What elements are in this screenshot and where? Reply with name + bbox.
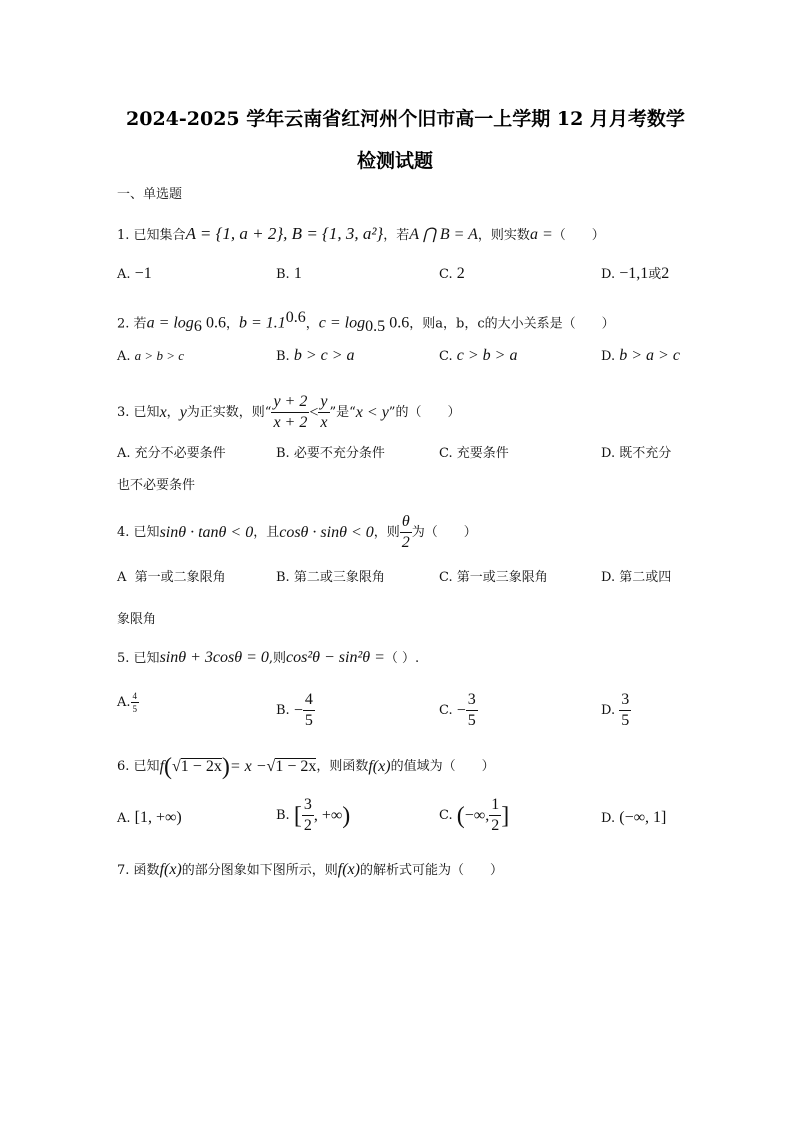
q2-text-b: ，则a，b，c的大小关系是（ ） — [409, 316, 615, 332]
q1-text-b: ，若 — [383, 228, 410, 243]
question-4: 4. 已知 sinθ · tanθ < 0 ，且 cosθ · sinθ < 0 ，则 $\frac{\theta}{2}$ 为（ ） — [117, 513, 477, 551]
title-line-2: 检测试题 — [357, 150, 434, 172]
q3-option-d: D. 既不充分 — [601, 446, 672, 461]
q5-option-c: C. − $\frac{3}{5}$ — [439, 691, 476, 729]
q2-c-expr: c = log — [318, 314, 366, 332]
q1-text-c: ，则实数 — [477, 228, 530, 243]
q2-b-expr: b = 1.1 — [238, 314, 286, 332]
question-7: 7. 函数f(x)的部分图象如下图所示，则f(x)的解析式可能为（ ） — [117, 861, 503, 878]
q1-option-a: A. −1 — [117, 265, 152, 282]
question-1 — [117, 226, 605, 244]
q4-expr-1: sinθ · tanθ < 0 — [159, 523, 254, 541]
q2-option-b: B. b > c > a — [276, 347, 355, 364]
q5-target: cos²θ − sin²θ = — [286, 649, 385, 666]
q6-option-c: C. ( −∞, $\frac{1}{2}$ ] — [439, 796, 510, 834]
q4-option-c: C. 第一或三象限角 — [439, 570, 548, 585]
q1-text-a: 已知集合 — [133, 228, 186, 243]
q4-option-d: D. 第二或四 — [601, 570, 672, 585]
q2-option-a: A. a > b > c — [117, 348, 184, 364]
q4-expr-2: cosθ · sinθ < 0 — [279, 523, 374, 541]
q3-number: 3. — [117, 404, 130, 420]
q3-rhs-fraction: $\frac{y}{x}$ — [320, 393, 328, 431]
q1-option-d: D. −1,1或2 — [601, 265, 670, 282]
q2-a-expr: a = log — [146, 314, 194, 332]
section-heading: 一、单选题 — [117, 187, 183, 202]
q3-lhs-fraction: $\frac{y + 2}{x + 2}$ — [273, 393, 308, 431]
q2-option-c: C. c > b > a — [439, 347, 518, 364]
q1-var: a = — [529, 226, 553, 243]
q1-option-c: C. 2 — [439, 265, 465, 282]
q3-continuation: 也不必要条件 — [117, 478, 196, 493]
q5-option-b: B. − $\frac{4}{5}$ — [276, 691, 313, 729]
q6-option-d: D. (−∞, 1] — [601, 809, 667, 826]
q4-option-b: B. 第二或三象限角 — [276, 570, 385, 585]
question-5: 5. 已知sinθ + 3cosθ = 0,则cos²θ − sin²θ =（ ）. — [117, 649, 420, 666]
q4-continuation: 象限角 — [117, 612, 157, 627]
q2-text-a: 若 — [133, 316, 147, 332]
title-line-1: 2024-2025 学年云南省红河州个旧市高一上学期 12 月月考数学 — [126, 108, 685, 130]
q4-option-a: A 第一或二象限角 — [117, 570, 226, 585]
q1-cond: A ⋂ B = A — [409, 226, 478, 243]
q5-option-d: D. $\frac{3}{5}$ — [601, 691, 630, 729]
q3-option-b: B. 必要不充分条件 — [276, 446, 385, 461]
q6-option-b: B. [ $\frac{3}{2}$ , +∞ ) — [276, 796, 351, 834]
q1-option-b: B. 1 — [276, 265, 302, 282]
question-2: 2. 若$a = \log_6 0.6$，$b = 1.1^{0.6}$，$c = \log_{0.5} 0.6$，则a，b，c的大小关系是（ ） — [117, 309, 615, 335]
q6-option-a: A. [1, +∞) — [117, 809, 182, 826]
q1-number: 1. — [117, 228, 130, 243]
question-3: 3. 已知 x ， y 为正实数，则“ $\frac{y + 2}{x + 2}$ < $\frac{y}{x}$ ”是“ x < y ”的（ ） — [117, 393, 461, 431]
q1-paren: （ ） — [552, 228, 605, 243]
q4-half-theta: $\frac{\theta}{2}$ — [401, 513, 410, 551]
q2-option-d: D. b > a > c — [601, 347, 680, 364]
q2-number: 2. — [117, 316, 130, 332]
q1-formula: A = {1, a + 2}, B = {1, 3, a²} — [185, 224, 384, 243]
q3-option-c: C. 充要条件 — [439, 446, 509, 461]
question-6: 6. 已知 f ( √ 1 − 2x ) = x − √ 1 − 2x ，则函数 f(x) 的值域为（ ） — [117, 753, 495, 780]
q5-option-a: A. $\frac{4}{5}$ — [117, 691, 138, 714]
q5-expr: sinθ + 3cosθ = 0 — [159, 649, 269, 666]
q3-option-a: A. 充分不必要条件 — [117, 446, 226, 461]
